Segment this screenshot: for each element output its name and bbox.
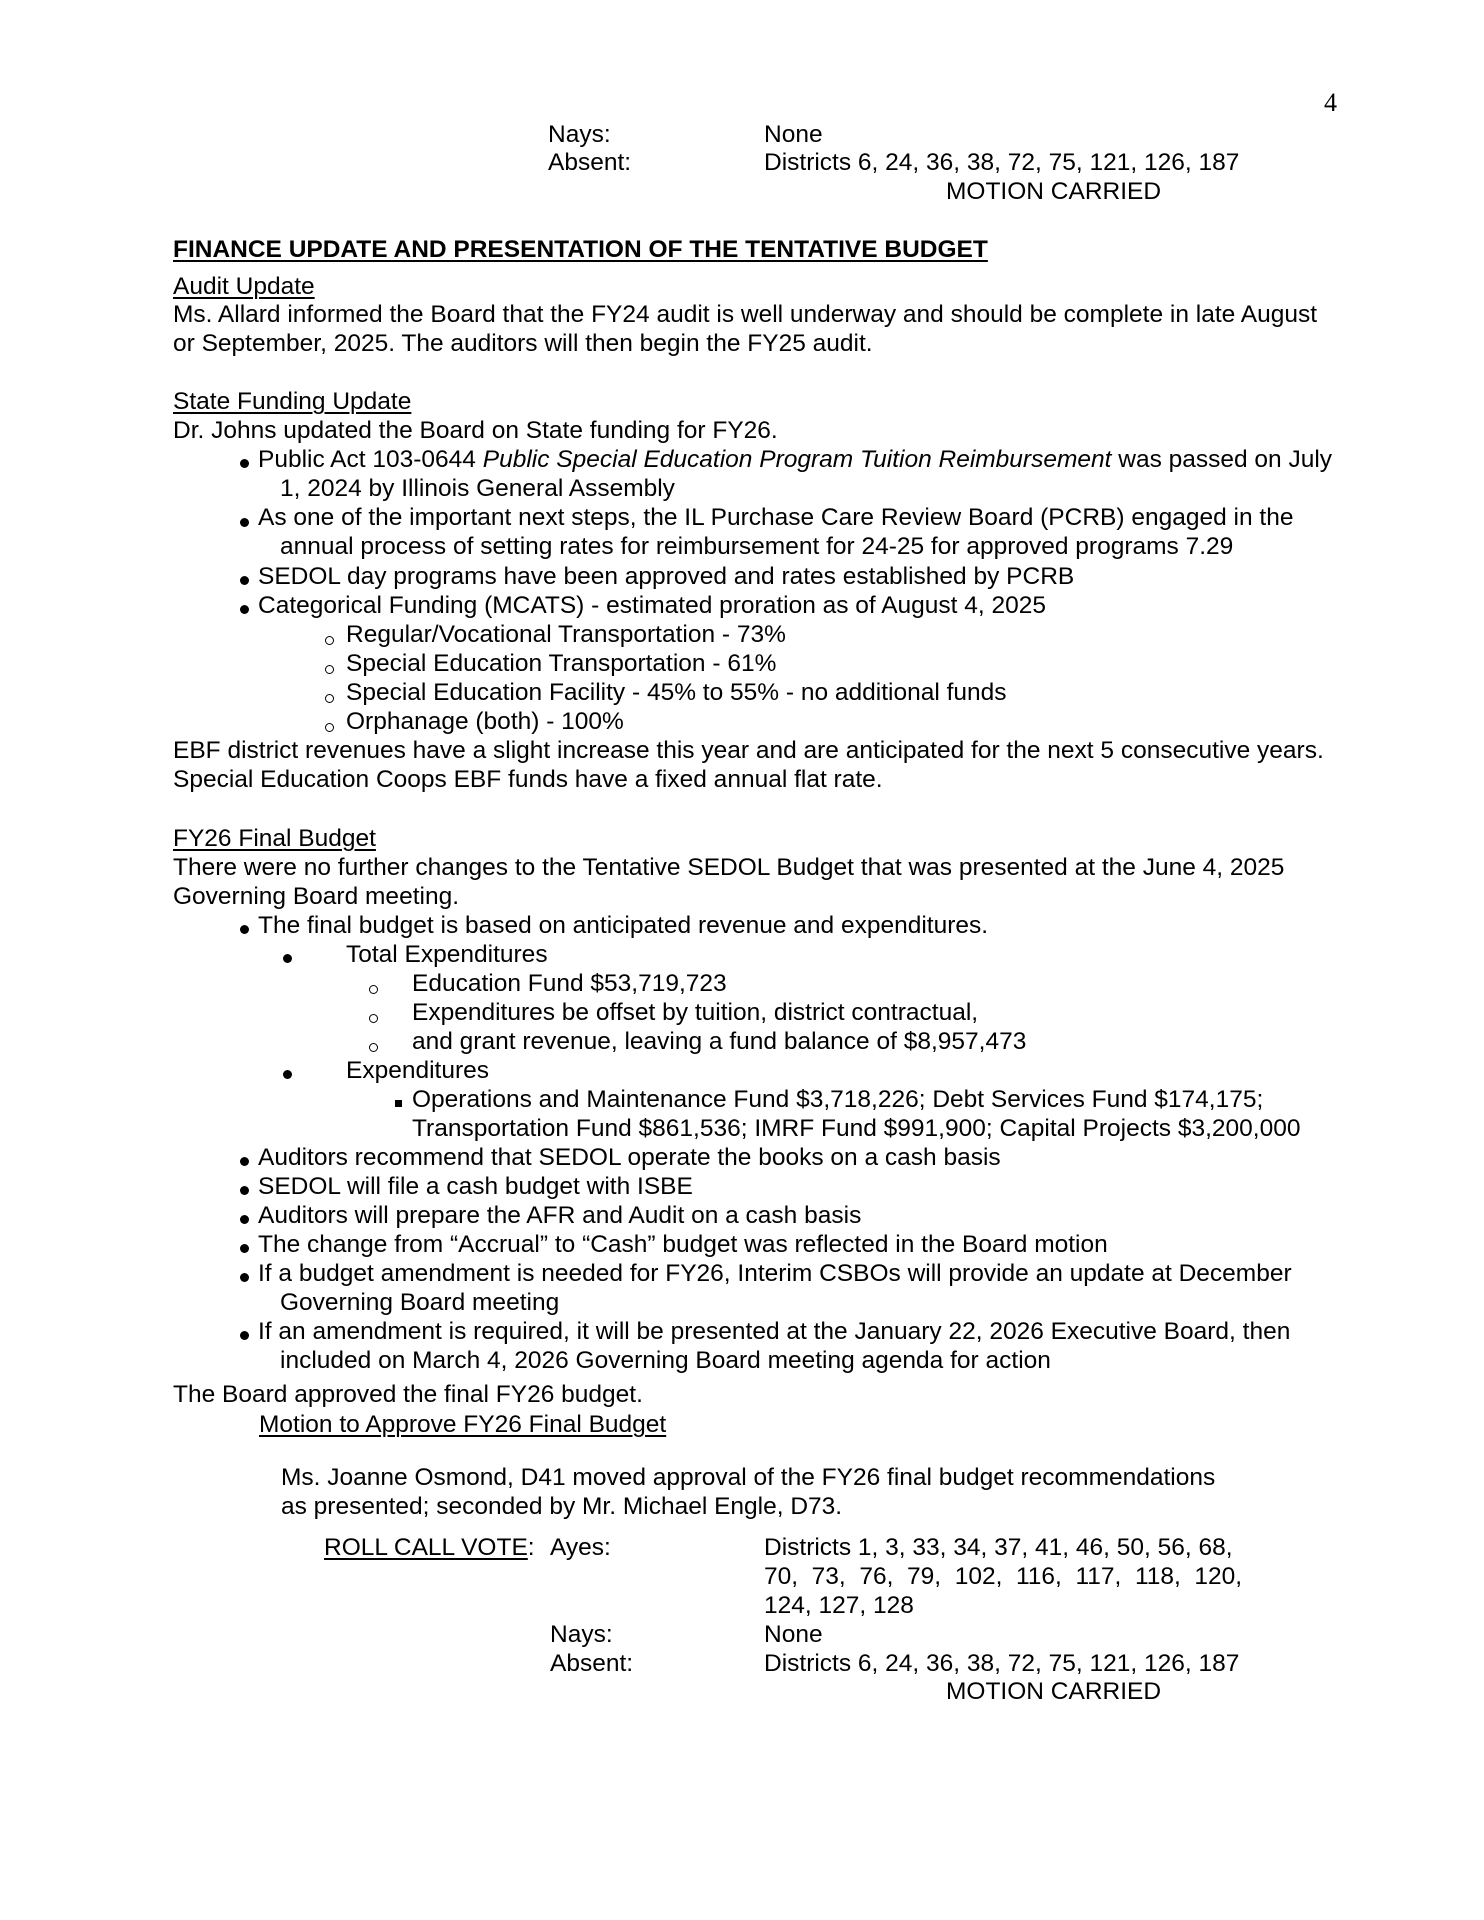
audit-update-line: Ms. Allard informed the Board that the FY24 audit is well underway and should be complete in late August (173, 301, 1317, 328)
top-absent-label: Absent: (548, 149, 632, 176)
list-item: As one of the important next steps, the IL Purchase Care Review Board (PCRB) engaged in the (258, 504, 1294, 531)
list-item: Auditors recommend that SEDOL operate the books on a cash basis (258, 1144, 1001, 1171)
motion-text: as presented; seconded by Mr. Michael Engle, D73. (281, 1493, 843, 1520)
ebf-line: EBF district revenues have a slight increase this year and are anticipated for the next 5 consecutive years. (173, 737, 1324, 764)
sub-list-item: Special Education Transportation - 61% (346, 650, 777, 677)
list-item-continuation: Governing Board meeting (280, 1289, 560, 1316)
absent-value: Districts 6, 24, 36, 38, 72, 75, 121, 126, 187 (764, 1650, 1240, 1677)
bullet-icon (283, 954, 292, 963)
motion-text: Ms. Joanne Osmond, D41 moved approval of the FY26 final budget recommendations (281, 1464, 1216, 1491)
ebf-line: Special Education Coops EBF funds have a fixed annual flat rate. (173, 766, 883, 793)
bullet-icon (240, 518, 249, 527)
bullet-icon (240, 1244, 249, 1253)
ayes-label: Ayes: (550, 1534, 611, 1561)
final-budget-heading: FY26 Final Budget (173, 825, 376, 852)
ayes-value: 70, 73, 76, 79, 102, 116, 117, 118, 120, (764, 1563, 1243, 1590)
circle-bullet-icon (325, 723, 334, 732)
circle-bullet-icon (369, 985, 378, 994)
circle-bullet-icon (325, 694, 334, 703)
absent-label: Absent: (550, 1650, 634, 1677)
sub-list-item: Regular/Vocational Transportation - 73% (346, 621, 786, 648)
final-budget-intro: Governing Board meeting. (173, 883, 459, 910)
list-item: SEDOL will file a cash budget with ISBE (258, 1173, 693, 1200)
motion-heading: Motion to Approve FY26 Final Budget (259, 1411, 667, 1438)
list-item: The change from “Accrual” to “Cash” budget was reflected in the Board motion (258, 1231, 1108, 1258)
list-item-continuation: 1, 2024 by Illinois General Assembly (280, 475, 675, 502)
ayes-value: Districts 1, 3, 33, 34, 37, 41, 46, 50, 56, 68, (764, 1534, 1233, 1561)
sub-sub-list-item-continuation: Transportation Fund $861,536; IMRF Fund $991,900; Capital Projects $3,200,000 (412, 1115, 1301, 1142)
motion-result: MOTION CARRIED (946, 1678, 1162, 1705)
square-bullet-icon (395, 1100, 402, 1107)
top-nays-label: Nays: (548, 121, 611, 148)
top-motion-result: MOTION CARRIED (946, 178, 1162, 205)
list-item: If an amendment is required, it will be presented at the January 22, 2026 Executive Board, then (258, 1318, 1291, 1345)
sub-list-item: Education Fund $53,719,723 (412, 970, 727, 997)
list-item: The final budget is based on anticipated revenue and expenditures. (258, 912, 989, 939)
bullet-icon (240, 1331, 249, 1340)
circle-bullet-icon (369, 1014, 378, 1023)
circle-bullet-icon (325, 636, 334, 645)
sub-list-item: Expenditures be offset by tuition, district contractual, (412, 999, 979, 1026)
ayes-value: 124, 127, 128 (764, 1592, 914, 1619)
list-item: SEDOL day programs have been approved and rates established by PCRB (258, 563, 1075, 590)
list-item: If a budget amendment is needed for FY26, Interim CSBOs will provide an update at December (258, 1260, 1292, 1287)
bullet-icon (240, 925, 249, 934)
board-approved-text: The Board approved the final FY26 budget. (173, 1381, 643, 1408)
nays-label: Nays: (550, 1621, 613, 1648)
total-expenditures-label: Total Expenditures (346, 941, 548, 968)
circle-bullet-icon (369, 1043, 378, 1052)
page-number: 4 (1324, 88, 1337, 117)
circle-bullet-icon (325, 665, 334, 674)
audit-update-heading: Audit Update (173, 273, 315, 300)
bullet-icon (240, 1157, 249, 1166)
bullet-icon (240, 1273, 249, 1282)
state-funding-heading: State Funding Update (173, 388, 412, 415)
bullet-icon (240, 576, 249, 585)
bullet-icon (240, 605, 249, 614)
state-funding-intro: Dr. Johns updated the Board on State funding for FY26. (173, 417, 778, 444)
list-item: Categorical Funding (MCATS) - estimated proration as of August 4, 2025 (258, 592, 1047, 619)
top-absent-value: Districts 6, 24, 36, 38, 72, 75, 121, 126, 187 (764, 149, 1240, 176)
sub-sub-list-item: Operations and Maintenance Fund $3,718,226; Debt Services Fund $174,175; (412, 1086, 1264, 1113)
nays-value: None (764, 1621, 823, 1648)
final-budget-intro: There were no further changes to the Tentative SEDOL Budget that was presented at the June 4, 2025 (173, 854, 1285, 881)
expenditures-label: Expenditures (346, 1057, 490, 1084)
bullet-icon (240, 459, 249, 468)
list-item: Auditors will prepare the AFR and Audit on a cash basis (258, 1202, 862, 1229)
bullet-icon (240, 1186, 249, 1195)
roll-call-label: ROLL CALL VOTE: (324, 1534, 535, 1561)
bullet-icon (240, 1215, 249, 1224)
section-title: FINANCE UPDATE AND PRESENTATION OF THE TENTATIVE BUDGET (173, 236, 988, 263)
sub-list-item: and grant revenue, leaving a fund balance of $8,957,473 (412, 1028, 1027, 1055)
list-item: Public Act 103-0644 Public Special Education Program Tuition Reimbursement was passed on July (258, 446, 1333, 473)
bullet-icon (283, 1070, 292, 1079)
top-nays-value: None (764, 121, 823, 148)
sub-list-item: Special Education Facility - 45% to 55% - no additional funds (346, 679, 1007, 706)
list-item-continuation: included on March 4, 2026 Governing Board meeting agenda for action (280, 1347, 1051, 1374)
audit-update-line: or September, 2025. The auditors will then begin the FY25 audit. (173, 330, 873, 357)
list-item-continuation: annual process of setting rates for reimbursement for 24-25 for approved programs 7.29 (280, 533, 1234, 560)
sub-list-item: Orphanage (both) - 100% (346, 708, 624, 735)
